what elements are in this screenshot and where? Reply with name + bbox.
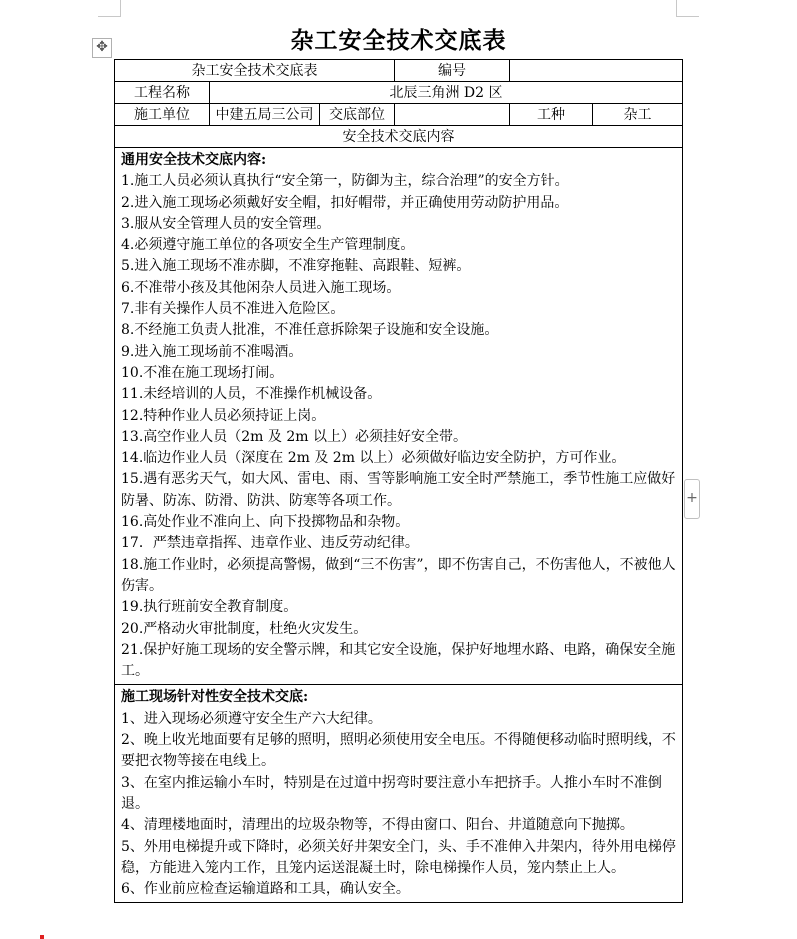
general-item: 7.非有关操作人员不准进入危险区。: [121, 301, 345, 318]
general-item: 6.不准带小孩及其他闲杂人员进入施工现场。: [121, 279, 401, 296]
general-item: 17．严禁违章指挥、违章作业、违反劳动纪律。: [121, 535, 419, 552]
general-item: 18.施工作业时，必须提高警惕，做到“三不伤害”，即不伤害自己，不伤害他人，不被他人伤害。: [121, 556, 676, 594]
cursor-mark: [40, 935, 44, 939]
specific-item: 5、外用电梯提升或下降时，必须关好井架安全门，头、手不准伸入井架内，待外用电梯停稳，方能进入笼内工作，且笼内运送混凝土时，除电梯操作人员，笼内禁止上人。: [121, 838, 676, 876]
unit-label: 施工单位: [115, 104, 210, 126]
project-value[interactable]: 北辰三角洲 D2 区: [210, 82, 683, 104]
specific-item: 3、在室内推运输小车时，特别是在过道中拐弯时要注意小车把挤手。人推小车时不准倒退。: [121, 774, 662, 812]
general-item: 12.特种作业人员必须持证上岗。: [121, 407, 326, 424]
number-value-cell[interactable]: [510, 60, 683, 82]
general-item: 2.进入施工现场必须戴好安全帽，扣好帽带，并正确使用劳动防护用品。: [121, 194, 569, 211]
specific-section-title: 施工现场针对性安全技术交底:: [121, 689, 309, 706]
general-item: 21.保护好施工现场的安全警示牌，和其它安全设施，保护好地埋水路、电路，确保安全施工。: [121, 641, 676, 680]
number-label: 编号: [395, 60, 510, 82]
location-value[interactable]: [395, 104, 510, 126]
general-item: 5.进入施工现场不准赤脚，不准穿拖鞋、高跟鞋、短裤。: [121, 258, 471, 275]
trade-value[interactable]: 杂工: [593, 104, 683, 126]
safety-briefing-table: [114, 59, 683, 903]
table-row: [115, 148, 683, 685]
specific-item: 1、进入现场必须遵守安全生产六大纪律。: [121, 710, 382, 727]
general-item: 10.不准在施工现场打闹。: [121, 364, 284, 381]
general-item: 4.必须遵守施工单位的各项安全生产管理制度。: [121, 237, 415, 254]
general-item: 9.进入施工现场前不准喝酒。: [121, 343, 303, 360]
form-name-cell: 杂工安全技术交底表: [115, 60, 395, 82]
specific-item: 2、晚上收光地面要有足够的照明，照明必须使用安全电压。不得随便移动临时照明线，不要把衣物等接在电线上。: [121, 732, 676, 770]
general-item: 3.服从安全管理人员的安全管理。: [121, 215, 331, 232]
specific-section-cell[interactable]: [115, 685, 683, 903]
trade-label: 工种: [510, 104, 593, 126]
add-column-icon[interactable]: +: [684, 479, 700, 519]
general-item: 20.严格动火审批制度，杜绝火灾发生。: [121, 620, 368, 637]
page-corner-top-right: [676, 0, 699, 17]
general-item: 16.高处作业不准向上、向下投掷物品和杂物。: [121, 514, 410, 531]
page-corner-top-left: [98, 0, 121, 17]
general-item: 13.高空作业人员（2m 及 2m 以上）必须挂好安全带。: [121, 428, 467, 445]
table-row: [115, 685, 683, 903]
document-title: 杂工安全技术交底表: [290, 28, 507, 54]
table-row: [115, 104, 683, 126]
specific-item: 6、作业前应检查运输道路和工具，确认安全。: [121, 881, 410, 898]
general-item: 14.临边作业人员（深度在 2m 及 2m 以上）必须做好临边安全防护，方可作业。: [121, 450, 626, 467]
table-row: [115, 82, 683, 104]
unit-value[interactable]: 中建五局三公司: [210, 104, 320, 126]
content-label: 安全技术交底内容: [115, 126, 683, 148]
general-section-title: 通用安全技术交底内容:: [121, 152, 267, 168]
general-item: 19.执行班前安全教育制度。: [121, 599, 298, 616]
general-section-cell[interactable]: [115, 148, 683, 685]
specific-item: 4、清理楼地面时，清理出的垃圾杂物等，不得由窗口、阳台、井道随意向下抛掷。: [121, 817, 634, 834]
location-label: 交底部位: [320, 104, 395, 126]
table-row: [115, 60, 683, 82]
general-item: 1.施工人员必须认真执行“安全第一，防御为主，综合治理”的安全方针。: [121, 173, 569, 190]
table-row: [115, 126, 683, 148]
general-item: 15.遇有恶劣天气，如大风、雷电、雨、雪等影响施工安全时严禁施工，季节性施工应做好防暑、防冻、防滑、防洪、防寒等各项工作。: [121, 471, 676, 509]
general-item: 11.未经培训的人员，不准操作机械设备。: [121, 386, 382, 403]
project-label: 工程名称: [115, 82, 210, 104]
table-move-handle-icon[interactable]: ✥: [92, 38, 112, 58]
general-item: 8.不经施工负责人批准，不准任意拆除架子设施和安全设施。: [121, 322, 499, 339]
